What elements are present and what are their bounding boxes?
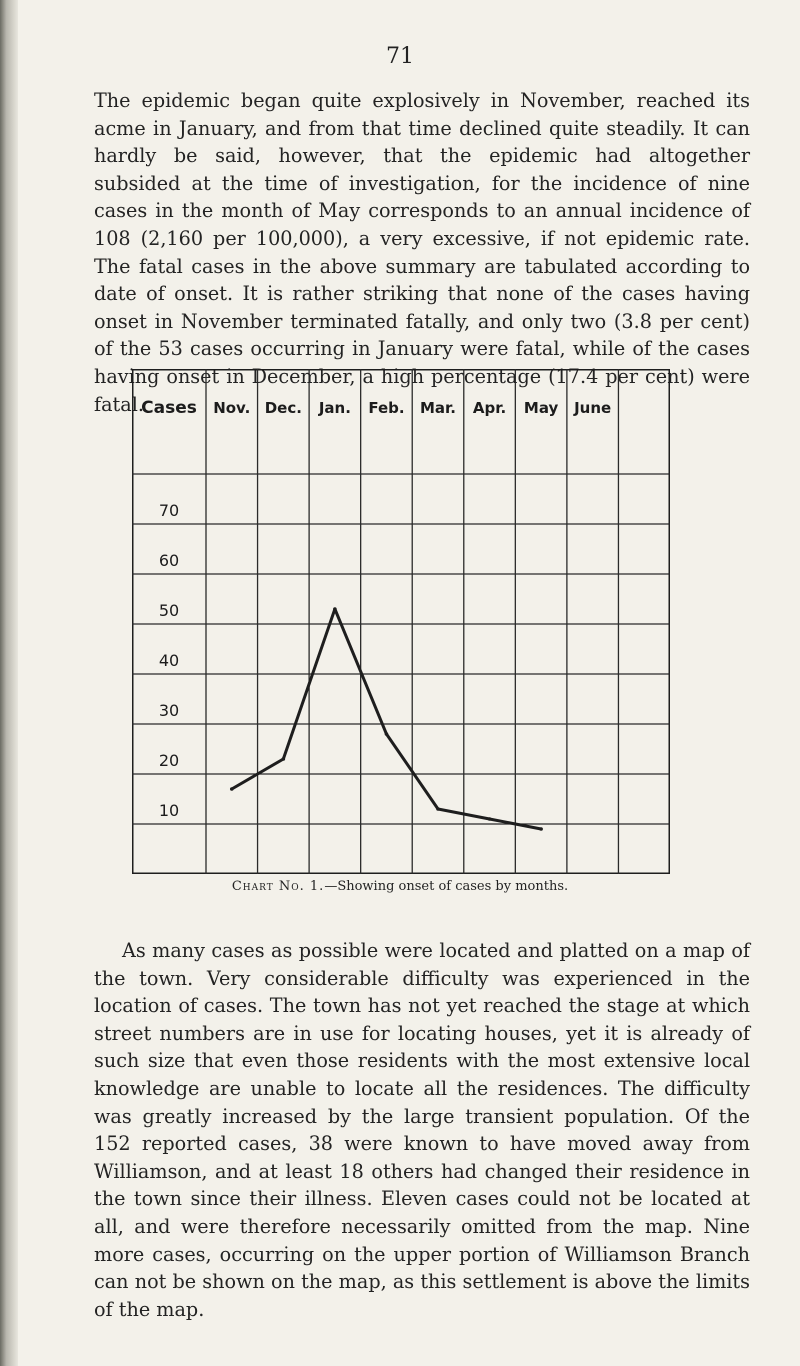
chart-frame xyxy=(133,370,670,874)
data-point xyxy=(539,827,543,831)
data-point xyxy=(230,787,234,791)
month-header-label: Nov. xyxy=(213,399,251,417)
month-header-label: Feb. xyxy=(368,399,405,417)
y-tick-label: 10 xyxy=(158,801,180,820)
month-header-label: May xyxy=(523,399,559,417)
chart-caption-label: Chart No. 1. xyxy=(231,879,325,894)
page-number: 71 xyxy=(386,44,414,69)
month-header-label: Jan. xyxy=(318,399,351,417)
chart-caption xyxy=(0,879,800,894)
header-cases-label: Cases xyxy=(141,398,197,418)
y-tick-label: 30 xyxy=(158,701,180,720)
month-header-label: Apr. xyxy=(472,399,507,417)
book-spine-edge xyxy=(0,0,18,1366)
y-tick-label: 70 xyxy=(158,501,180,520)
onset-by-month-chart xyxy=(132,369,670,874)
month-header-label: Mar. xyxy=(419,399,457,417)
paragraph-case-location: As many cases as possible were located and platted on a map of the town. Very considerable difficulty was experienced in the location of cases. The town has not yet reached the stage at which street numbers are in use for locating houses, yet it is already of such size that even those residents with the most extensive local knowledge are unable to locate all the residences. The difficulty was greatly increased by the large transient population. Of the 152 reported cases, 38 were known to have moved away from Williamson, and at least 18 others had changed their residence in the town since their illness. Eleven cases could not be located at all, and were therefore necessarily omitted from the map. Nine more cases, occurring on the upper portion of Williamson Branch can not be shown on the map, as this settlement is above the limits of the map. xyxy=(94,939,750,1321)
data-point xyxy=(488,817,492,821)
data-point xyxy=(385,732,389,736)
chart-caption-text: —Showing onset of cases by months. xyxy=(324,879,569,894)
month-header-label: June xyxy=(574,399,612,417)
y-tick-label: 20 xyxy=(158,751,180,770)
y-tick-label: 40 xyxy=(158,651,180,670)
data-point xyxy=(333,607,337,611)
y-tick-label: 60 xyxy=(158,551,180,570)
data-point xyxy=(436,807,440,811)
series-line-cases xyxy=(232,609,541,829)
month-header-label: Dec. xyxy=(264,399,302,417)
data-point xyxy=(282,757,286,761)
paragraph-epidemic-course: The epidemic began quite explosively in November, reached its acme in January, and from that time declined quite steadily. It can hardly be said, however, that the epidemic had altogether subsided at the time of investigation, for the incidence of nine cases in the month of May corresponds to an annual incidence of 108 (2,160 per 100,000), a very excessive, if not epidemic rate. The fatal cases in the above summary are tabulated according to date of onset. It is rather striking that none of the cases having onset in November terminated fatally, and only two (3.8 per cent) of the 53 cases occurring in January were fatal, while of the cases having onset in December, a high percentage (17.4 per cent) were fatal. xyxy=(94,89,750,416)
y-tick-label: 50 xyxy=(158,601,180,620)
